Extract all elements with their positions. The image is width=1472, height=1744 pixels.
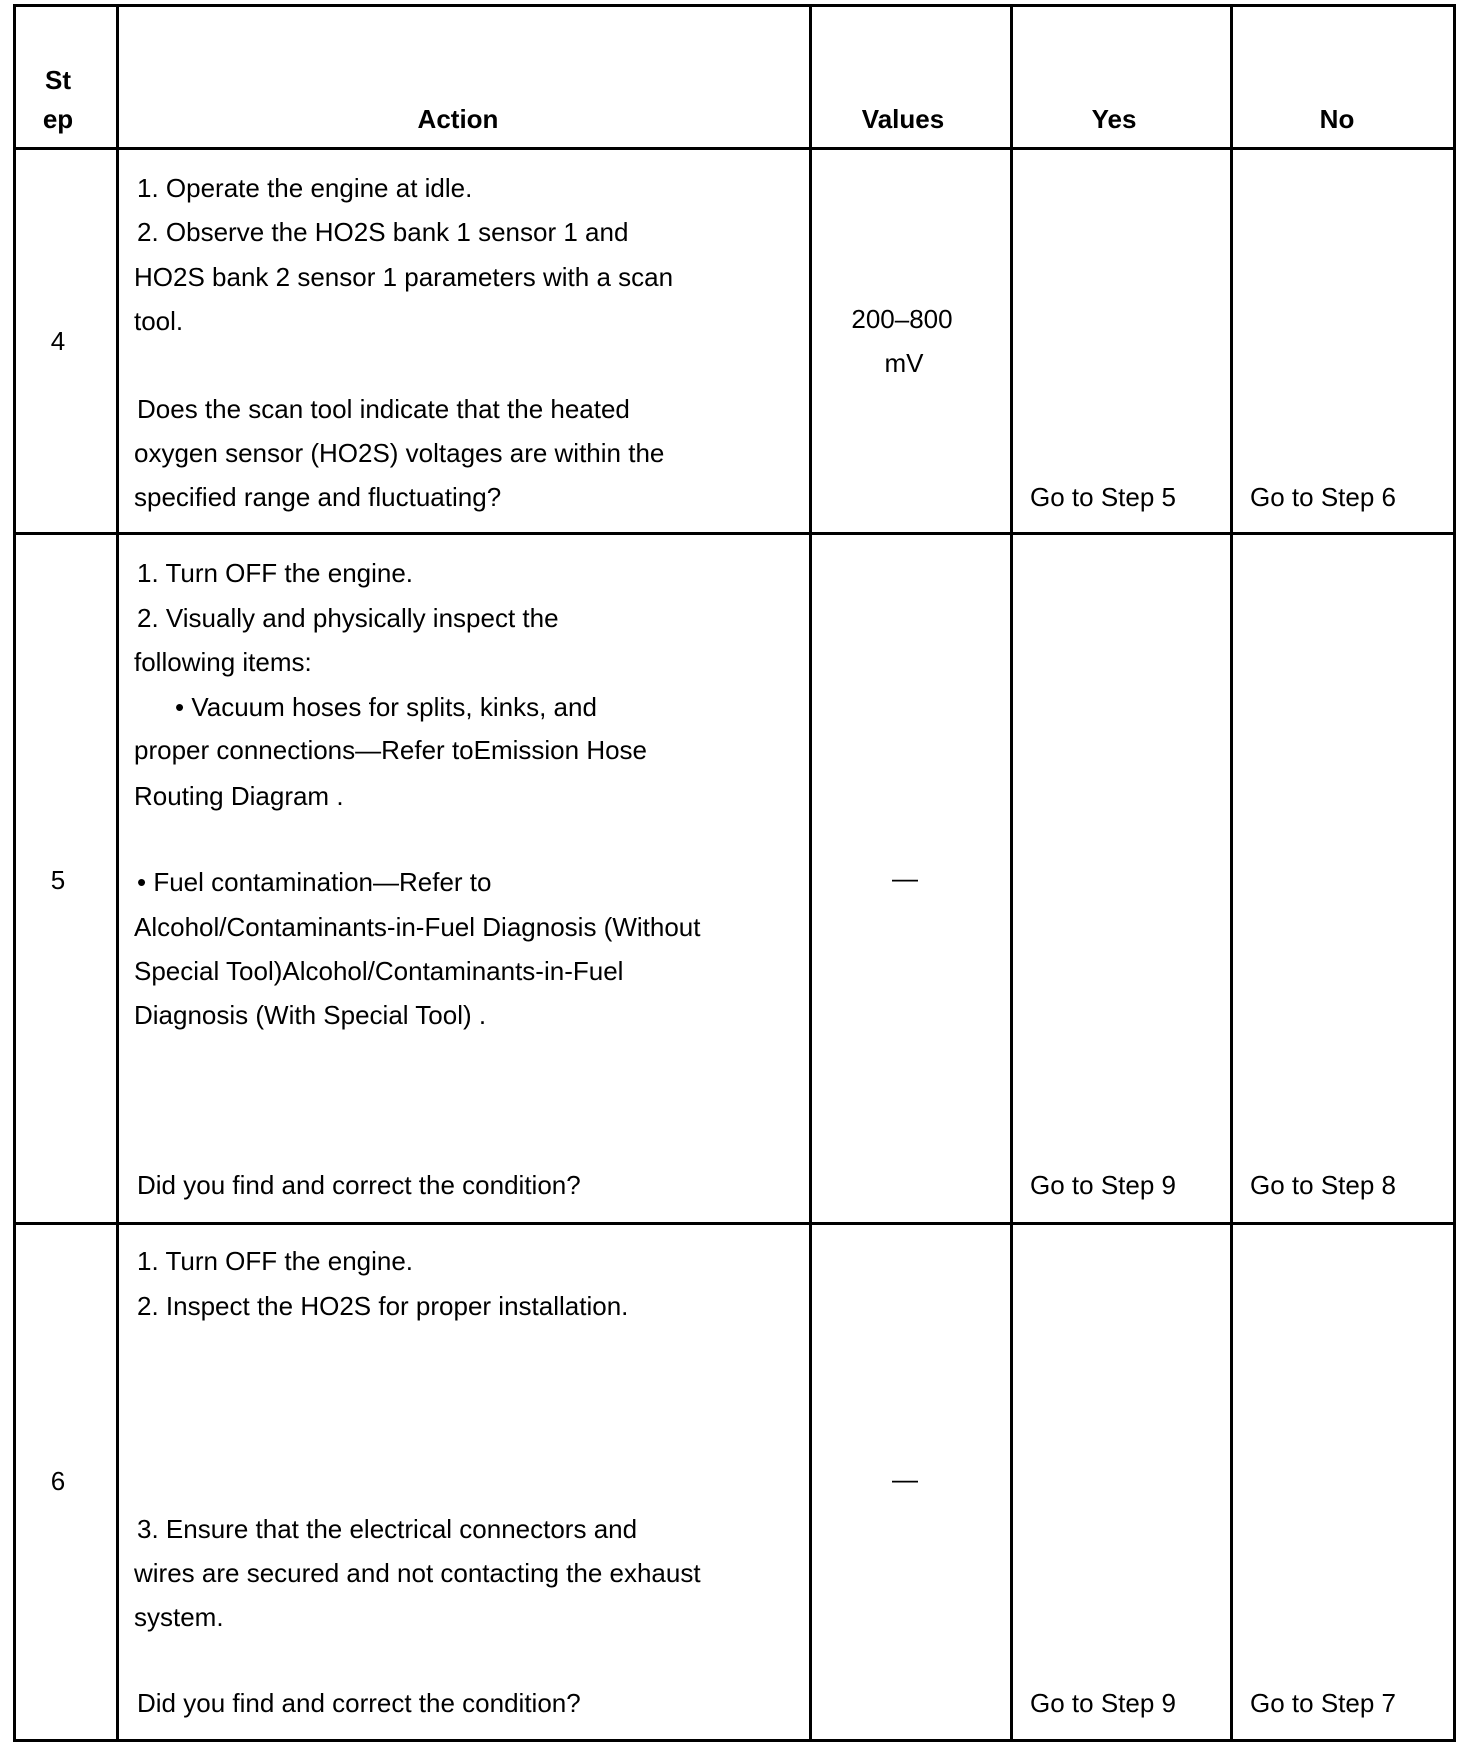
no-cell: Go to Step 6 bbox=[1250, 482, 1396, 512]
step-number: 4 bbox=[50, 326, 66, 356]
action-question: Did you find and correct the condition? bbox=[137, 1170, 581, 1200]
col-divider-2 bbox=[809, 4, 812, 1742]
action-line: proper connections—Refer toEmission Hose bbox=[134, 735, 648, 765]
action-line: 1. Turn OFF the engine. bbox=[137, 558, 414, 588]
action-line: 1. Operate the engine at idle. bbox=[137, 173, 473, 203]
action-line: tool. bbox=[134, 306, 184, 336]
action-line: 1. Turn OFF the engine. bbox=[137, 1246, 414, 1276]
action-line: Diagnosis (With Special Tool) . bbox=[134, 1000, 487, 1030]
border-right bbox=[1453, 4, 1456, 1742]
step-number: 5 bbox=[50, 865, 66, 895]
header-action: Action bbox=[417, 104, 499, 134]
action-line: 2. Observe the HO2S bank 1 sensor 1 and bbox=[137, 217, 629, 247]
yes-cell: Go to Step 5 bbox=[1030, 482, 1176, 512]
col-divider-1 bbox=[116, 4, 119, 1742]
border-top bbox=[13, 4, 1456, 7]
row-4-bottom-rule bbox=[13, 532, 1456, 535]
step-number: 6 bbox=[50, 1466, 66, 1496]
col-divider-3 bbox=[1010, 4, 1013, 1742]
row-5-bottom-rule bbox=[13, 1222, 1456, 1225]
yes-cell: Go to Step 9 bbox=[1030, 1170, 1176, 1200]
col-divider-4 bbox=[1230, 4, 1233, 1742]
no-cell: Go to Step 7 bbox=[1250, 1688, 1396, 1718]
action-line: Alcohol/Contaminants-in-Fuel Diagnosis (Without bbox=[134, 912, 701, 942]
action-line: Special Tool)Alcohol/Contaminants-in-Fuel bbox=[134, 956, 624, 986]
action-line: 2. Visually and physically inspect the bbox=[137, 603, 559, 633]
action-question: oxygen sensor (HO2S) voltages are within the bbox=[134, 438, 665, 468]
yes-cell: Go to Step 9 bbox=[1030, 1688, 1176, 1718]
action-line: following items: bbox=[134, 647, 312, 677]
action-line: 3. Ensure that the electrical connectors and bbox=[137, 1514, 638, 1544]
action-line: wires are secured and not contacting the exhaust bbox=[134, 1558, 701, 1588]
action-line: system. bbox=[134, 1602, 224, 1632]
header-step-line-1: St bbox=[45, 65, 71, 95]
border-left bbox=[13, 4, 16, 1742]
header-no: No bbox=[1319, 104, 1355, 134]
header-yes: Yes bbox=[1091, 104, 1137, 134]
header-values: Values bbox=[861, 104, 945, 134]
action-line: 2. Inspect the HO2S for proper installation. bbox=[137, 1291, 629, 1321]
action-question: Does the scan tool indicate that the heated bbox=[137, 394, 630, 424]
values-cell: — bbox=[892, 1464, 918, 1494]
action-line: • Vacuum hoses for splits, kinks, and bbox=[175, 692, 597, 722]
header-step-line-2: ep bbox=[42, 104, 74, 134]
header-bottom-rule bbox=[13, 147, 1456, 150]
values-cell: — bbox=[892, 863, 918, 893]
action-question: specified range and fluctuating? bbox=[134, 482, 502, 512]
action-line: Routing Diagram . bbox=[134, 781, 344, 811]
action-question: Did you find and correct the condition? bbox=[137, 1688, 581, 1718]
action-line: • Fuel contamination—Refer to bbox=[137, 867, 492, 897]
values-cell: mV bbox=[884, 348, 924, 378]
action-line: HO2S bank 2 sensor 1 parameters with a scan bbox=[134, 262, 674, 292]
border-bottom bbox=[13, 1739, 1456, 1742]
values-cell: 200–800 bbox=[851, 304, 953, 334]
no-cell: Go to Step 8 bbox=[1250, 1170, 1396, 1200]
